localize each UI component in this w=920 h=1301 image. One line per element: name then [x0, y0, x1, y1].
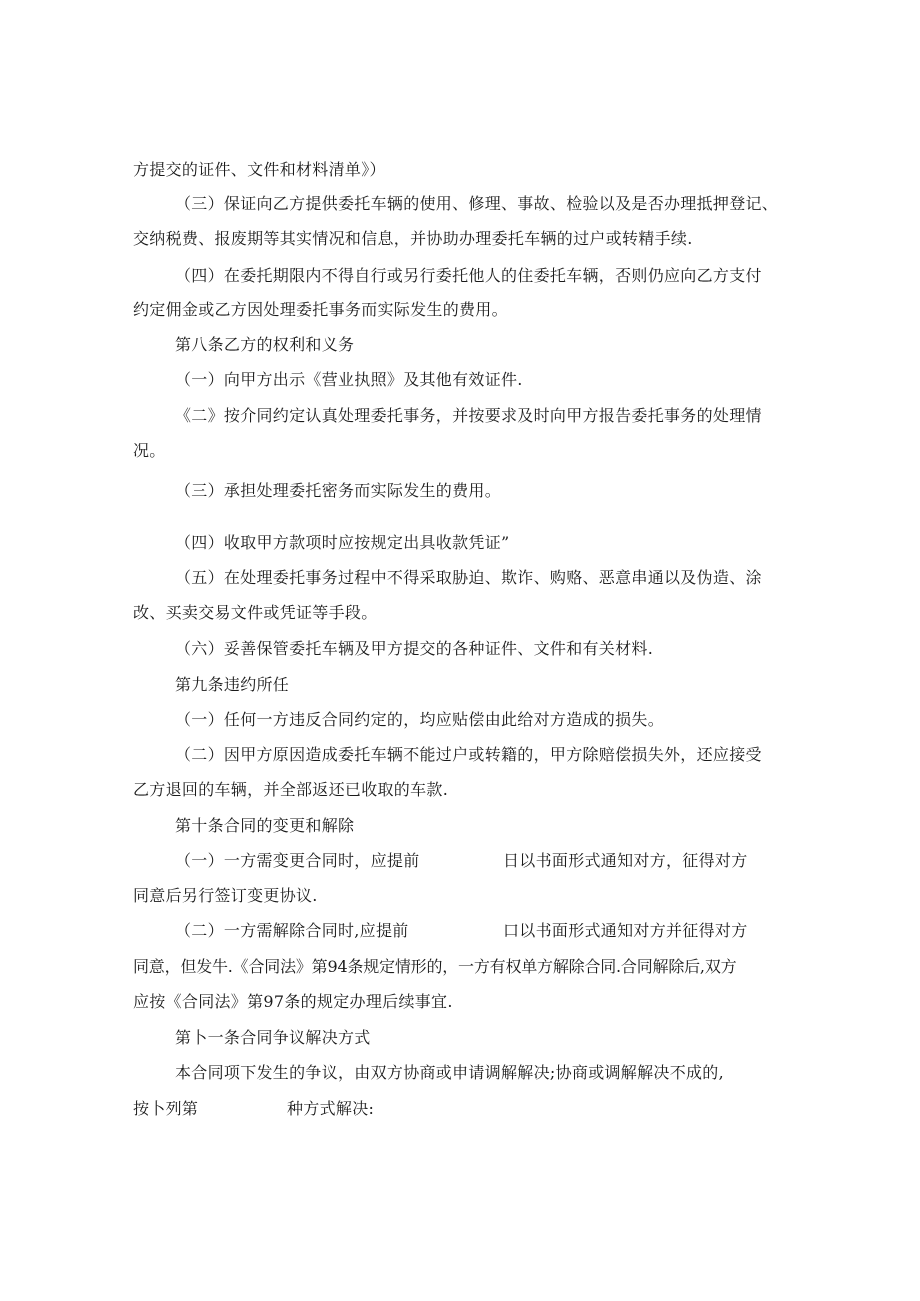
paragraph-line-continued: 日以书面形式通知对方，征得对方 — [503, 851, 748, 870]
paragraph-line: 按卜列第 — [133, 1099, 199, 1118]
paragraph-line-continued: 种方式解决: — [287, 1099, 375, 1118]
paragraph-line: （一）任何一方违反合同约定的，均应贴偿由此给对方造成的损失。 — [175, 710, 665, 729]
paragraph-line-continued: 口以书面形式通知对方并征得对方 — [503, 921, 748, 940]
paragraph-line: 乙方退回的车辆，并全部返还已收取的车款. — [133, 780, 449, 799]
paragraph-line: （一）一方需变更合同时，应提前 — [175, 851, 420, 870]
section-heading: 第八条乙方的权利和义务 — [175, 335, 355, 354]
paragraph-line: （二）一方需解除合同时,应提前 — [175, 921, 409, 940]
paragraph-line: 方提交的证件、文件和材料清单》） — [133, 160, 386, 179]
paragraph-line: （三）承担处理委托密务而实际发生的费用。 — [175, 481, 502, 500]
paragraph-line: （二）因甲方原因造成委托车辆不能过户或转籍的，甲方除赔偿损失外，还应接受 — [175, 745, 762, 764]
section-heading: 第九条违约所任 — [175, 675, 290, 694]
paragraph-line: （一）向甲方出示《营业执照》及其他有效证件. — [175, 370, 523, 389]
paragraph-line: 改、买卖交易文件或凭证等手段。 — [133, 603, 378, 622]
paragraph-line: 交纳税费、报废期等其实情况和信息，并协助办理委托车辆的过户或转精手续. — [133, 229, 693, 248]
paragraph-line: （五）在处理委托事务过程中不得采取胁迫、欺诈、购赂、恶意串通以及伪造、涂 — [175, 568, 762, 587]
paragraph-line: （四）在委托期限内不得自行或另行委托他人的住委托车辆，否则仍应向乙方支付 — [175, 266, 762, 285]
paragraph-line: （四）收取甲方款项时应按规定出具收款凭证” — [175, 533, 510, 552]
paragraph-line: 《二》按介同约定认真处理委托事务，并按要求及时向甲方报告委托事务的处理情 — [175, 406, 762, 425]
section-heading: 第十条合同的变更和解除 — [175, 816, 355, 835]
paragraph-line: （三）保证向乙方提供委托车辆的使用、修理、事故、检验以及是否办理抵押登记、 — [175, 194, 779, 213]
section-heading: 第卜一条合同争议解决方式 — [175, 1028, 371, 1047]
paragraph-line: （六）妥善保管委托车辆及甲方提交的各种证件、文件和有关材料. — [175, 639, 654, 658]
paragraph-line: 同意后另行签订变更协议. — [133, 886, 318, 905]
paragraph-line: 本合同项下发生的争议，由双方协商或申请调解解决;协商或调解解决不成的, — [175, 1063, 724, 1082]
paragraph-line: 约定佣金或乙方因处理委托事务而实际发生的费用。 — [133, 300, 508, 319]
paragraph-line: 应按《合同法》第97条的规定办理后续事宜. — [133, 992, 453, 1011]
paragraph-line: 况。 — [133, 441, 166, 460]
paragraph-line: 同意，但发牛.《合同法》第94条规定情形的，一方有权单方解除合同.合同解除后,双方 — [133, 957, 737, 976]
